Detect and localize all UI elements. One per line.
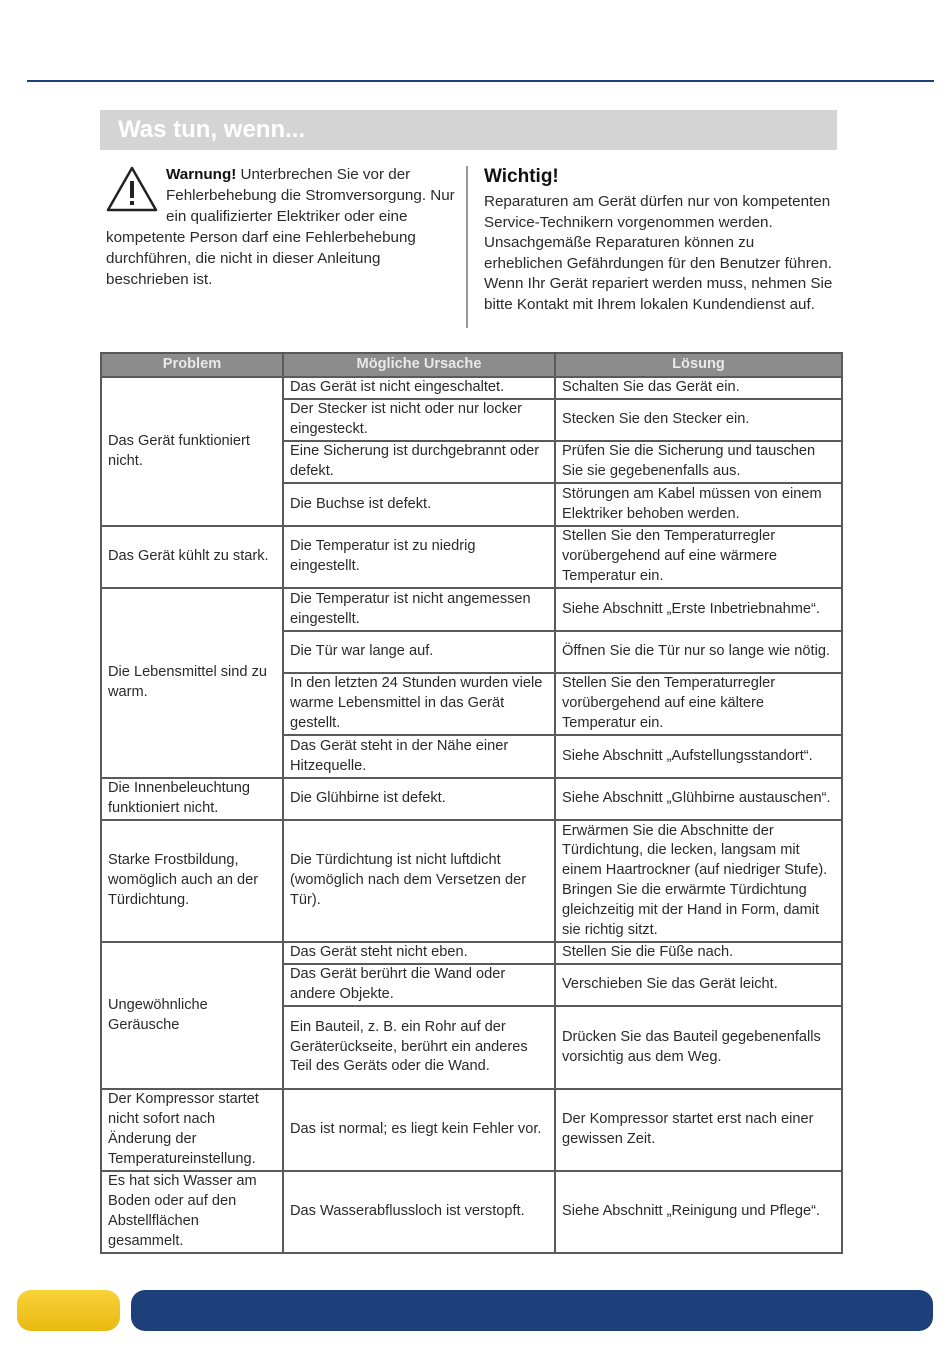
table-row xyxy=(101,588,842,631)
cause-cell: Das Wasserabflussloch ist verstopft. xyxy=(283,1171,555,1253)
table-row xyxy=(101,1171,842,1253)
solution-cell: Prüfen Sie die Sicherung und tauschen Sie sie gegebenenfalls aus. xyxy=(555,441,842,483)
problem-cell: Das Gerät kühlt zu stark. xyxy=(101,526,283,588)
cause-cell: Das ist normal; es liegt kein Fehler vor. xyxy=(283,1089,555,1171)
problem-cell: Das Gerät funktioniert nicht. xyxy=(101,377,283,526)
problem-cell: Starke Frostbildung, womöglich auch an der Türdichtung. xyxy=(101,820,283,942)
important-title: Wichtig! xyxy=(484,166,559,187)
solution-cell: Drücken Sie das Bauteil gegebenenfalls vorsichtig aus dem Weg. xyxy=(555,1006,842,1089)
solution-cell: Störungen am Kabel müssen von einem Elektriker behoben werden. xyxy=(555,483,842,526)
footer-bar-blue xyxy=(131,1290,933,1331)
solution-cell: Stecken Sie den Stecker ein. xyxy=(555,399,842,441)
table-header-row xyxy=(101,353,842,377)
cause-cell: Die Glühbirne ist defekt. xyxy=(283,778,555,820)
solution-cell: Schalten Sie das Gerät ein. xyxy=(555,377,842,399)
cause-cell: Eine Sicherung ist durchgebrannt oder defekt. xyxy=(283,441,555,483)
solution-cell: Stellen Sie den Temperaturregler vorübergehend auf eine kältere Temperatur ein. xyxy=(555,673,842,735)
table-row xyxy=(101,820,842,942)
solution-cell: Siehe Abschnitt „Glühbirne austauschen“. xyxy=(555,778,842,820)
problem-cell: Die Innenbeleuchtung funktioniert nicht. xyxy=(101,778,283,820)
warning-label: Warnung! xyxy=(166,166,237,183)
cause-cell: Die Temperatur ist zu niedrig eingestellt. xyxy=(283,526,555,588)
problem-cell: Die Lebensmittel sind zu warm. xyxy=(101,588,283,778)
table-row xyxy=(101,377,842,399)
solution-cell: Siehe Abschnitt „Erste Inbetriebnahme“. xyxy=(555,588,842,631)
cause-cell: Die Temperatur ist nicht angemessen eingestellt. xyxy=(283,588,555,631)
header-solution: Lösung xyxy=(555,353,842,377)
problem-cell: Der Kompressor startet nicht sofort nach Änderung der Temperatureinstellung. xyxy=(101,1089,283,1171)
troubleshooting-table xyxy=(100,352,843,1254)
cause-cell: Das Gerät steht nicht eben. xyxy=(283,942,555,964)
cause-cell: Der Stecker ist nicht oder nur locker eingesteckt. xyxy=(283,399,555,441)
solution-cell: Siehe Abschnitt „Aufstellungsstandort“. xyxy=(555,735,842,778)
important-text: Reparaturen am Gerät dürfen nur von kompetenten Service-Technikern vorgenommen werden. Unsachgemäße Reparaturen können zu erheblichen Gefährdungen für den Benutzer führen. Wenn Ihr Gerät repariert werden muss, nehmen Sie bitte Kontakt mit Ihrem lokalen Kundendienst auf. xyxy=(484,193,833,313)
cause-cell: Die Buchse ist defekt. xyxy=(283,483,555,526)
solution-cell: Siehe Abschnitt „Reinigung und Pflege“. xyxy=(555,1171,842,1253)
warning-triangle-icon xyxy=(106,166,158,212)
solution-cell: Öffnen Sie die Tür nur so lange wie nötig. xyxy=(555,631,842,673)
warning-box xyxy=(106,164,456,290)
solution-cell: Stellen Sie die Füße nach. xyxy=(555,942,842,964)
table-row xyxy=(101,1089,842,1171)
problem-cell: Es hat sich Wasser am Boden oder auf den Abstellflächen gesammelt. xyxy=(101,1171,283,1253)
solution-cell: Verschieben Sie das Gerät leicht. xyxy=(555,964,842,1006)
cause-cell: In den letzten 24 Stunden wurden viele warme Lebensmittel in das Gerät gestellt. xyxy=(283,673,555,735)
warning-text: Unterbrechen Sie vor der Fehlerbehebung die Stromversorgung. Nur ein qualifizierter Elektriker oder eine kompetente Person darf eine Fehlerbehebung durchführen, die nicht in dieser Anleitung beschrieben ist. xyxy=(106,166,455,288)
important-box xyxy=(484,165,834,316)
cause-cell: Das Gerät ist nicht eingeschaltet. xyxy=(283,377,555,399)
section-title: Was tun, wenn... xyxy=(100,110,837,150)
top-rule xyxy=(27,80,934,82)
solution-cell: Stellen Sie den Temperaturregler vorübergehend auf eine wärmere Temperatur ein. xyxy=(555,526,842,588)
table-row xyxy=(101,778,842,820)
column-divider xyxy=(466,166,468,328)
cause-cell: Die Tür war lange auf. xyxy=(283,631,555,673)
header-problem: Problem xyxy=(101,353,283,377)
problem-cell: Ungewöhnliche Geräusche xyxy=(101,942,283,1089)
table-row xyxy=(101,526,842,588)
solution-cell: Erwärmen Sie die Abschnitte der Türdichtung, die lecken, langsam mit einem Haartrockner (auf niedriger Stufe). Bringen Sie die erwärmte Türdichtung gleichzeitig mit der Hand in Form, damit sie richtig sitzt. xyxy=(555,820,842,942)
header-cause: Mögliche Ursache xyxy=(283,353,555,377)
table-row xyxy=(101,942,842,964)
cause-cell: Das Gerät berührt die Wand oder andere Objekte. xyxy=(283,964,555,1006)
cause-cell: Die Türdichtung ist nicht luftdicht (womöglich nach dem Versetzen der Tür). xyxy=(283,820,555,942)
solution-cell: Der Kompressor startet erst nach einer gewissen Zeit. xyxy=(555,1089,842,1171)
cause-cell: Ein Bauteil, z. B. ein Rohr auf der Geräterückseite, berührt ein anderes Teil des Geräts oder die Wand. xyxy=(283,1006,555,1089)
cause-cell: Das Gerät steht in der Nähe einer Hitzequelle. xyxy=(283,735,555,778)
footer-accent-yellow xyxy=(17,1290,120,1331)
